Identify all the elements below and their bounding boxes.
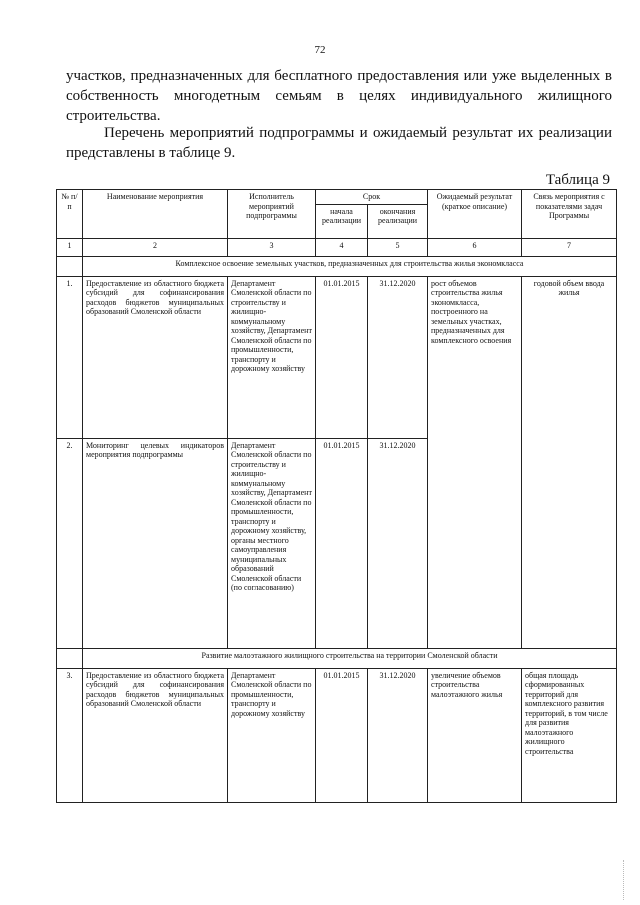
header-name: Наименование мероприятия xyxy=(83,190,228,239)
paragraph-2-line-2: представлены в таблице 9. xyxy=(66,145,236,161)
row-link: общая площадь сформированных территорий для комплексного развития территорий, в том числе для развития малоэтажного жилищного строительства xyxy=(522,668,617,802)
row-num: 1. xyxy=(57,276,83,438)
col-number: 7 xyxy=(522,238,617,256)
page-number: 72 xyxy=(314,44,326,56)
header-term: Срок xyxy=(316,190,428,205)
paragraph-1-line-2: собственность многодетным семьям в целях индивидуального жилищного xyxy=(66,88,612,104)
col-number: 3 xyxy=(228,238,316,256)
col-number: 1 xyxy=(57,238,83,256)
row-name: Мониторинг целевых индикаторов мероприятия подпрограммы xyxy=(83,438,228,648)
paragraph-1-line-3: строительства. xyxy=(66,108,161,124)
header-link: Связь мероприятия с показателями задач Программы xyxy=(522,190,617,239)
paragraph-2-line-1: Перечень мероприятий подпрограммы и ожидаемый результат их реализации xyxy=(104,125,612,141)
section-num-cell xyxy=(57,256,83,276)
paragraph-1-line-1: участков, предназначенных для бесплатного предоставления или уже выделенных в xyxy=(66,68,612,84)
table-row xyxy=(57,668,617,802)
row-end: 31.12.2020 xyxy=(368,438,428,648)
col-number: 5 xyxy=(368,238,428,256)
row-num: 2. xyxy=(57,438,83,648)
row-name: Предоставление из областного бюджета субсидий для софинансирования расходов бюджетов муниципальных образований Смоленской области xyxy=(83,276,228,438)
row-start: 01.01.2015 xyxy=(316,438,368,648)
measures-table xyxy=(56,189,617,803)
col-number: 4 xyxy=(316,238,368,256)
row-executor: Департамент Смоленской области по строительству и жилищно-коммунальному хозяйству, Департамент Смоленской области по промышленности, транспорту и дорожному хозяйству xyxy=(228,276,316,438)
header-end: окончания реализации xyxy=(368,204,428,238)
col-number: 6 xyxy=(428,238,522,256)
row-start: 01.01.2015 xyxy=(316,276,368,438)
row-executor: Департамент Смоленской области по промышленности, транспорту и дорожному хозяйству xyxy=(228,668,316,802)
table-header-row xyxy=(57,190,617,205)
header-result: Ожидаемый результат (краткое описание) xyxy=(428,190,522,239)
section-title: Комплексное освоение земельных участков, предназначенных для строительства жилья экономкласса xyxy=(83,256,617,276)
row-end: 31.12.2020 xyxy=(368,668,428,802)
section-row xyxy=(57,256,617,276)
row-num: 3. xyxy=(57,668,83,802)
section-num-cell xyxy=(57,648,83,668)
row-result: рост объемов строительства жилья экономкласса, построенного на земельных участках, предназначенных для комплексного освоения xyxy=(428,276,522,648)
table-caption: Таблица 9 xyxy=(545,172,610,188)
scan-artifact xyxy=(623,860,632,900)
row-start: 01.01.2015 xyxy=(316,668,368,802)
section-row xyxy=(57,648,617,668)
header-num: № п/п xyxy=(57,190,83,239)
row-name: Предоставление из областного бюджета субсидий для софинансирования расходов бюджетов муниципальных образований Смоленской области xyxy=(83,668,228,802)
col-number: 2 xyxy=(83,238,228,256)
column-numbers-row xyxy=(57,238,617,256)
header-start: начала реализации xyxy=(316,204,368,238)
row-end: 31.12.2020 xyxy=(368,276,428,438)
row-executor: Департамент Смоленской области по строительству и жилищно-коммунальному хозяйству, Департамент Смоленской области по промышленности, транспорту и дорожному хозяйству, органы местного самоуправления муниципальных образований Смоленской области (по согласованию) xyxy=(228,438,316,648)
row-result: увеличение объемов строительства малоэтажного жилья xyxy=(428,668,522,802)
header-executor: Исполнитель мероприятий подпрограммы xyxy=(228,190,316,239)
section-title: Развитие малоэтажного жилищного строительства на территории Смоленской области xyxy=(83,648,617,668)
table-row xyxy=(57,276,617,438)
row-link: годовой объем ввода жилья xyxy=(522,276,617,648)
